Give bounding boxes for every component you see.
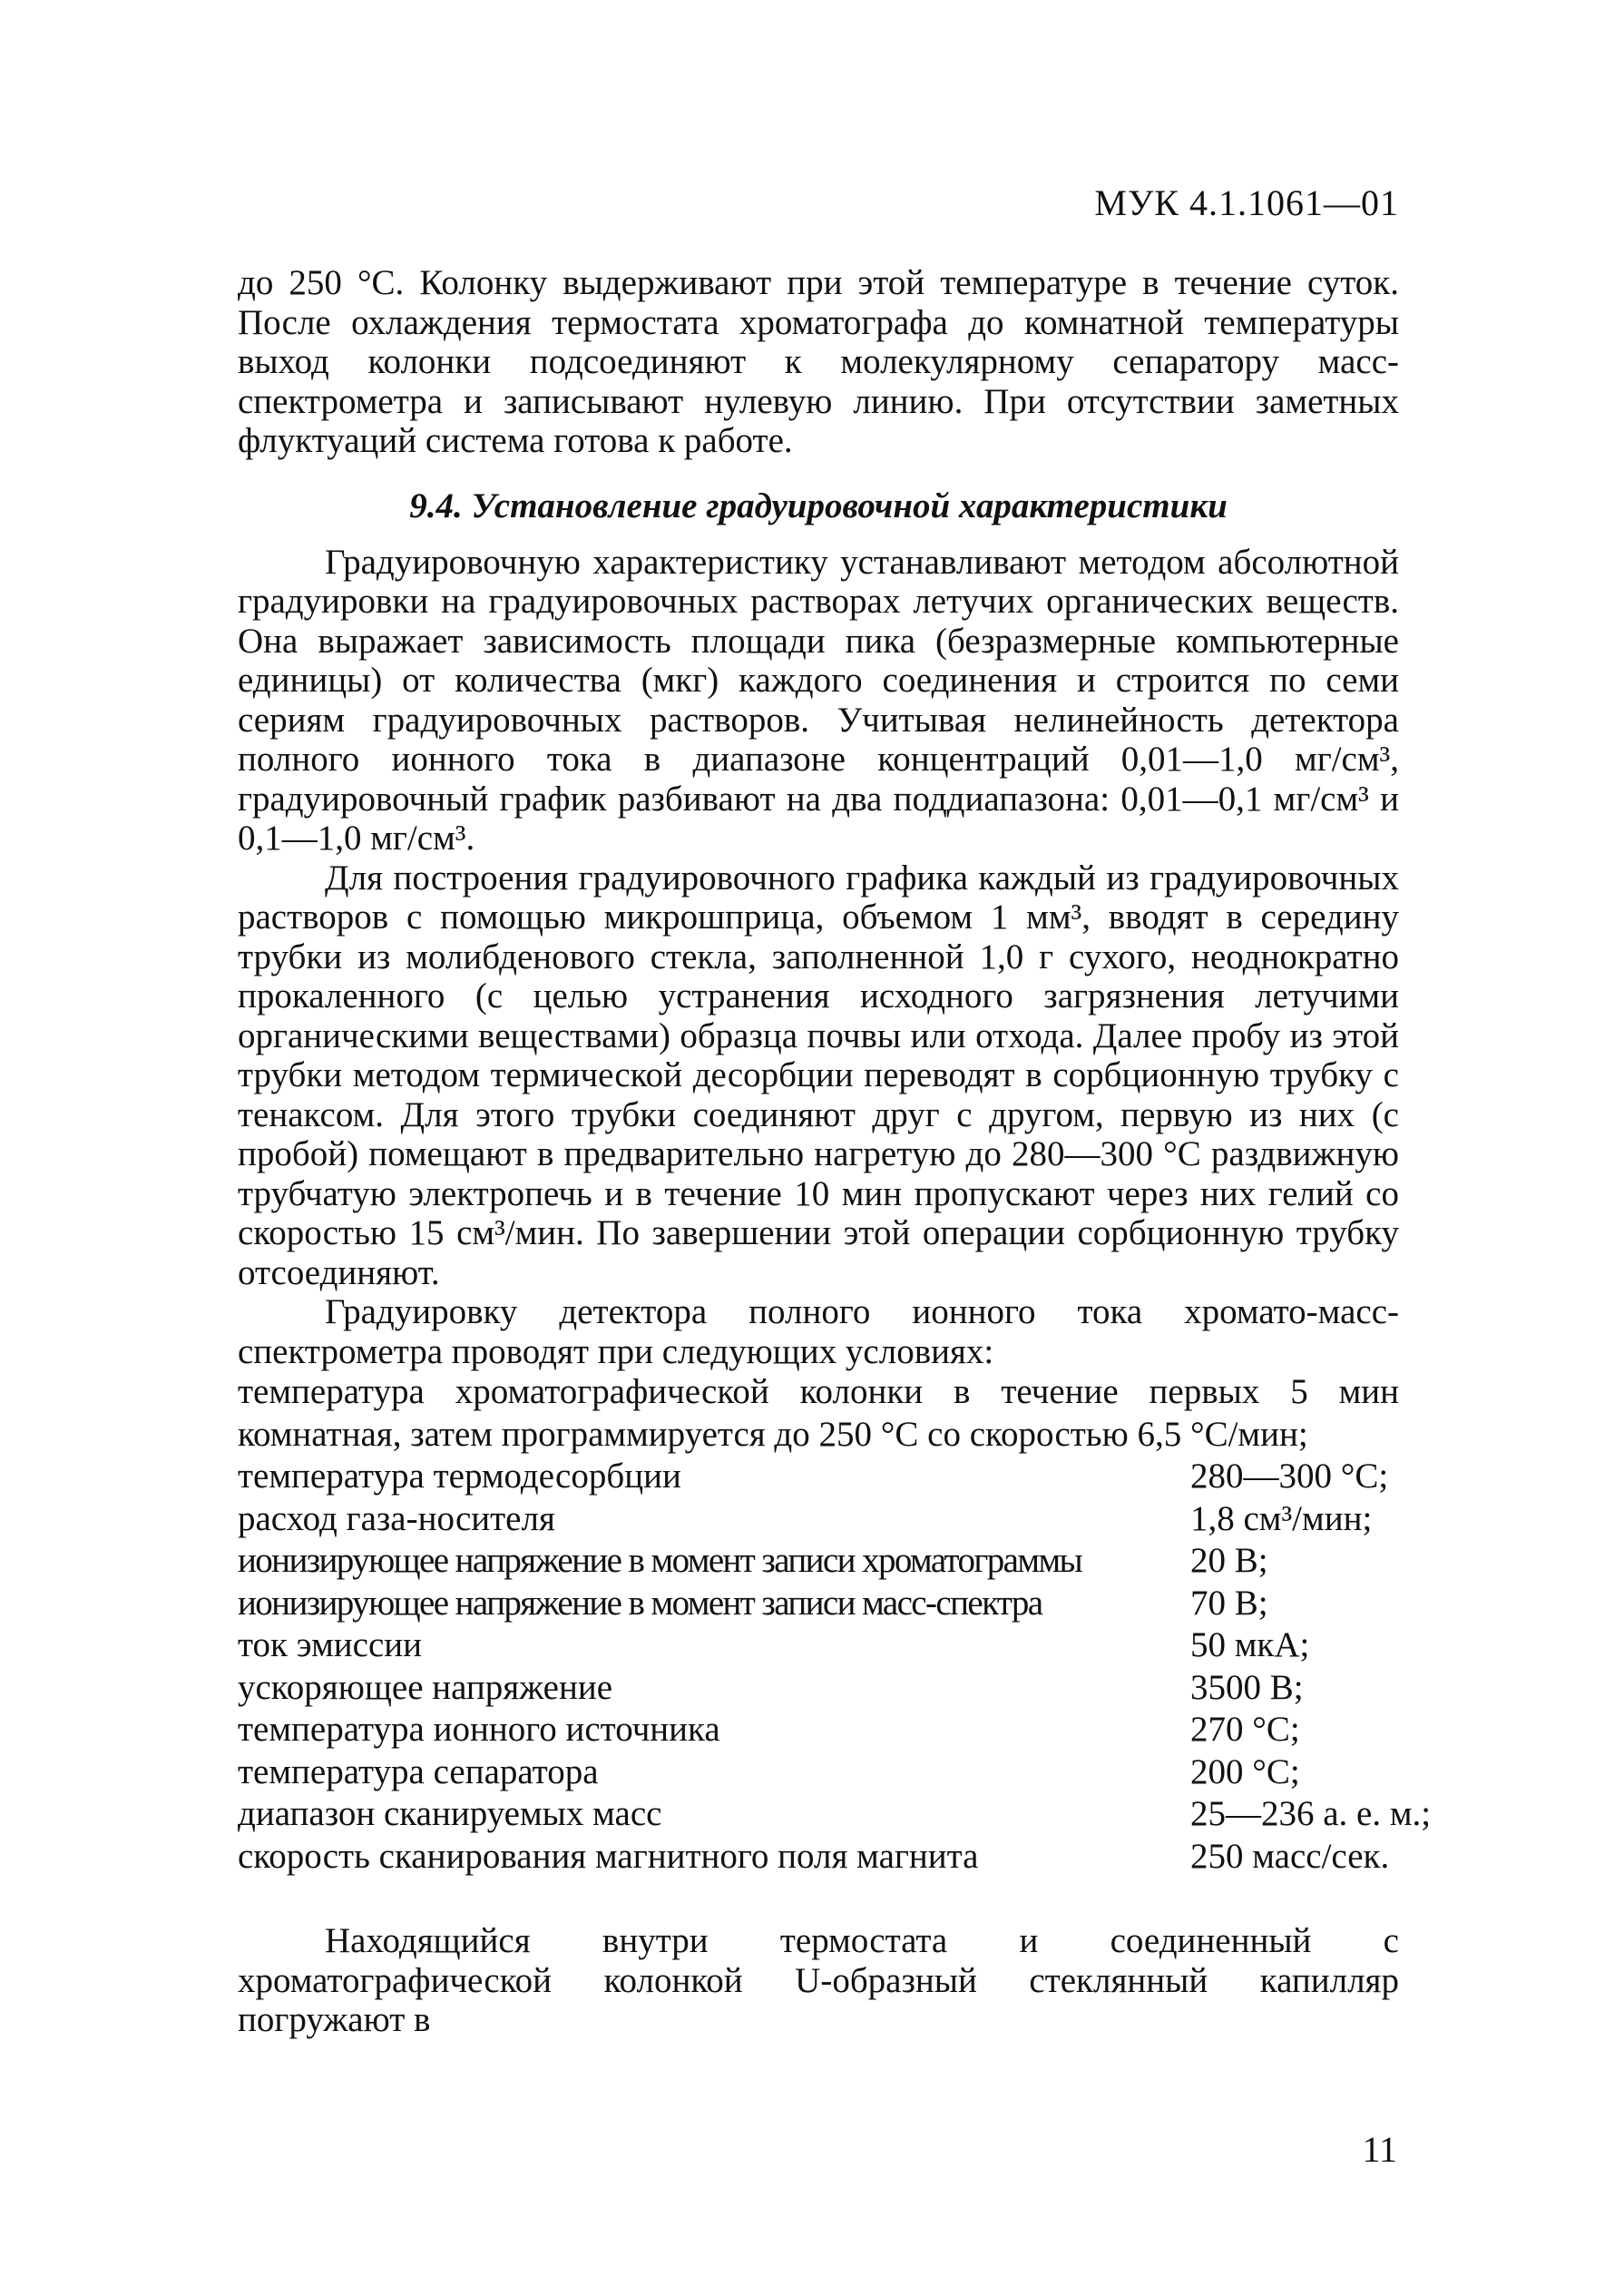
parameter-row bbox=[238, 1624, 1399, 1667]
parameter-name: расход газа-носителя bbox=[238, 1498, 555, 1538]
parameter-row bbox=[238, 1836, 1399, 1879]
parameter-value: 200 °С; bbox=[1190, 1751, 1300, 1791]
parameter-name: скорость сканирования магнитного поля магнита bbox=[238, 1836, 979, 1876]
paragraph-3: Для построения градуировочного графика каждый из градуировочных растворов с помощью микрошприца, объемом 1 мм³, вводят в середину трубки из молибденового стекла, заполненной 1,0 г сухого, неоднократно прокаленного (с целью устранения исходного загрязнения летучими органическими веществами) образца почвы или отхода. Далее пробу из этой трубки методом термической десорбции переводят в сорбционную трубку с тенаксом. Для этого трубки соединяют друг с другом, первую из них (с пробой) помещают в предварительно нагретую до 280—300 °С раздвижную трубчатую электропечь и в течение 10 мин пропускают через них гелий со скоростью 15 см³/мин. По завершении этой операции сорбционную трубку отсоединяют. bbox=[238, 858, 1399, 1292]
parameter-value: 50 мкА; bbox=[1190, 1625, 1310, 1664]
parameter-value: 250 масс/сек. bbox=[1190, 1836, 1390, 1876]
parameter-value: 270 °С; bbox=[1190, 1710, 1300, 1749]
section-title: 9.4. Установление градуировочной характеристики bbox=[409, 486, 1228, 525]
parameter-name: температура ионного источника bbox=[238, 1710, 720, 1749]
parameter-value: 1,8 см³/мин; bbox=[1190, 1498, 1373, 1538]
parameter-value: 3500 В; bbox=[1190, 1667, 1304, 1707]
parameter-row bbox=[238, 1751, 1399, 1794]
page-number: 11 bbox=[1362, 2129, 1397, 2170]
parameter-row bbox=[238, 1456, 1399, 1498]
parameter-intro: температура хроматографической колонки в течение первых 5 мин комнатная, затем программируется до 250 °С со скоростью 6,5 °С/мин; bbox=[238, 1372, 1399, 1454]
parameter-name: температура термодесорбции bbox=[238, 1457, 681, 1496]
paragraph-2: Градуировочную характеристику устанавливают методом абсолютной градуировки на градуировочных растворах летучих органических веществ. Она выражает зависимость площади пика (безразмерные компьютерные единицы) от количества (мкг) каждого соединения и строится по семи сериям градуировочных растворов. Учитывая нелинейность детектора полного ионного тока в диапазоне концентраций 0,01—1,0 мг/см³, градуировочный график разбивают на два поддиапазона: 0,01—0,1 мг/см³ и 0,1—1,0 мг/см³. bbox=[238, 542, 1399, 858]
parameter-list bbox=[238, 1371, 1432, 1878]
parameter-row bbox=[238, 1498, 1399, 1541]
parameter-name: температура сепаратора bbox=[238, 1751, 599, 1791]
parameter-value: 70 В; bbox=[1190, 1583, 1268, 1623]
parameter-row bbox=[238, 1540, 1399, 1583]
document-header: МУК 4.1.1061—01 bbox=[1094, 182, 1399, 223]
paragraph-gap bbox=[238, 1878, 1399, 1921]
parameter-name: ионизирующее напряжение в момент записи хроматограммы bbox=[238, 1541, 1082, 1580]
parameter-name: ток эмиссии bbox=[238, 1625, 423, 1664]
parameter-value: 280—300 °С; bbox=[1190, 1457, 1389, 1496]
parameter-row bbox=[238, 1709, 1399, 1751]
parameter-row bbox=[238, 1583, 1399, 1625]
parameter-value: 20 В; bbox=[1190, 1541, 1268, 1580]
parameter-name: диапазон сканируемых масс bbox=[238, 1794, 662, 1833]
parameter-name: ионизирующее напряжение в момент записи масс-спектра bbox=[238, 1583, 1042, 1623]
parameter-row bbox=[238, 1667, 1399, 1710]
parameter-name: ускоряющее напряжение bbox=[238, 1667, 613, 1707]
paragraph-4: Градуировку детектора полного ионного тока хромато-масс-спектрометра проводят при следующих условиях: bbox=[238, 1292, 1399, 1371]
paragraph-5: Находящийся внутри термостата и соединенный с хроматографической колонкой U-образный стеклянный капилляр погружают в bbox=[238, 1921, 1399, 2039]
paragraph-1: до 250 °С. Колонку выдерживают при этой температуре в течение суток. После охлаждения термостата хроматографа до комнатной температуры выход колонки подсоединяют к молекулярному сепаратору масс-спектрометра и записывают нулевую линию. При отсутствии заметных флуктуаций система готова к работе. bbox=[238, 263, 1399, 460]
parameter-row bbox=[238, 1793, 1432, 1836]
document-page bbox=[238, 182, 1432, 2040]
parameter-value: 25—236 а. е. м.; bbox=[1190, 1794, 1432, 1833]
